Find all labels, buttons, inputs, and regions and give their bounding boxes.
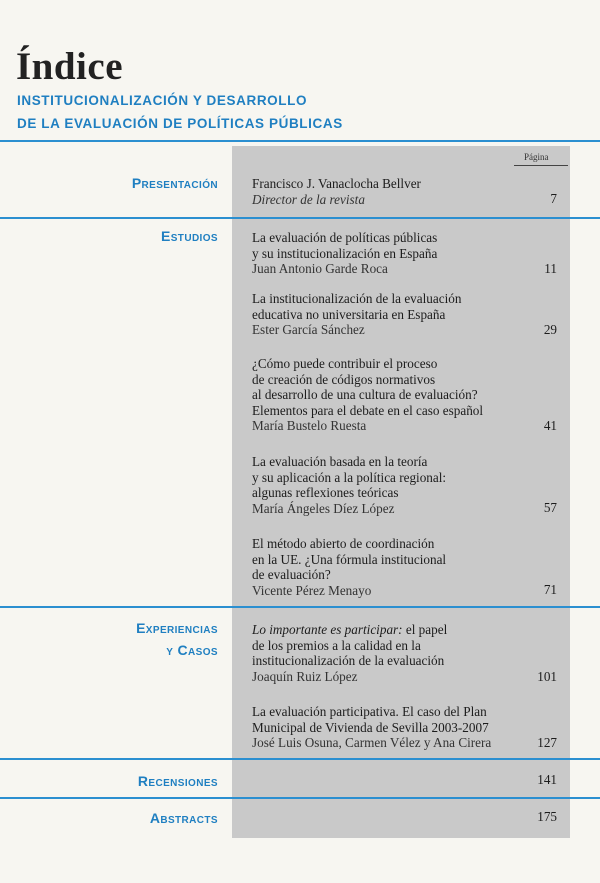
subtitle-line-1: INSTITUCIONALIZACIÓN Y DESARROLLO [17, 93, 308, 108]
entry-page: 41 [543, 418, 557, 433]
entry-estudios-5[interactable] [252, 536, 558, 598]
entry-title: de creación de códigos normativos [252, 371, 436, 387]
header-rule [0, 140, 600, 142]
entry-title: en la UE. ¿Una fórmula institucional [252, 551, 447, 567]
entry-experiencias-1[interactable] [252, 622, 558, 684]
entry-estudios-4[interactable] [252, 454, 558, 516]
entry-author: Director de la revista [252, 191, 365, 207]
entry-page: 101 [537, 669, 557, 684]
section-recensiones[interactable]: Recensiones [137, 773, 218, 789]
entry-page: 175 [537, 809, 557, 824]
entry-estudios-3[interactable] [252, 356, 558, 434]
entry-page: 71 [543, 582, 557, 597]
page-column-label: Página [524, 152, 549, 162]
entry-page: 29 [543, 322, 557, 337]
entry-author: Joaquín Ruiz López [252, 668, 358, 684]
entry-title: La evaluación basada en la teoría [252, 454, 428, 469]
entry-page: 127 [537, 735, 557, 750]
entry-title: El método abierto de coordinación [252, 536, 435, 551]
entry-title: Municipal de Vivienda de Sevilla 2003-2007 [252, 719, 489, 735]
entry-title: al desarrollo de una cultura de evaluación? [252, 387, 478, 402]
entry-page: 11 [544, 261, 557, 276]
section-experiencias: Experiencias y Casos [136, 620, 218, 658]
section-rule [0, 797, 600, 799]
entry-page: 141 [537, 772, 557, 787]
entry-title: y su aplicación a la política regional: [252, 469, 447, 485]
entry-author: Juan Antonio Garde Roca [252, 261, 388, 276]
entry-estudios-2[interactable] [252, 291, 558, 338]
section-rule [0, 606, 600, 608]
section-abstracts[interactable]: Abstracts [149, 810, 218, 826]
entry-author: Ester García Sánchez [252, 322, 365, 337]
entry-author: Vicente Pérez Menayo [252, 582, 372, 598]
entry-title: de los premios a la calidad en la [252, 637, 421, 653]
entry-author: María Ángeles Díez López [252, 500, 395, 516]
entry-title: La evaluación participativa. El caso del Plan [252, 704, 487, 719]
entry-title: La institucionalización de la evaluación [252, 291, 462, 306]
section-rule [0, 758, 600, 760]
subtitle-line-2: DE LA EVALUACIÓN DE POLÍTICAS PÚBLICAS [17, 116, 343, 131]
entry-title: Elementos para el debate en el caso español [252, 402, 484, 418]
entry-title: y su institucionalización en España [252, 245, 438, 261]
section-rule [0, 217, 600, 219]
entry-page: 7 [550, 191, 557, 206]
page-heading: Índice [16, 45, 124, 88]
entry-presentacion[interactable] [252, 176, 558, 207]
entry-title: ¿Cómo puede contribuir el proceso [252, 356, 438, 371]
entry-estudios-1[interactable] [252, 230, 558, 277]
entry-page: 57 [543, 500, 557, 515]
section-estudios: Estudios [161, 228, 218, 244]
entry-title: algunas reflexiones teóricas [252, 485, 399, 500]
entry-title: de evaluación? [252, 567, 331, 582]
entry-title: La evaluación de políticas públicas [252, 230, 438, 245]
entry-title: institucionalización de la evaluación [252, 653, 445, 668]
page-column-rule [514, 165, 568, 166]
entry-title: educativa no universitaria en España [252, 306, 446, 322]
entry-title: Lo importante es participar: el papel [252, 622, 448, 637]
entry-experiencias-2[interactable] [252, 704, 558, 751]
section-presentacion: Presentación [131, 175, 218, 191]
entry-author: José Luis Osuna, Carmen Vélez y Ana Cirera [252, 735, 492, 750]
entry-title: Francisco J. Vanaclocha Bellver [252, 176, 421, 191]
entry-author: María Bustelo Ruesta [252, 418, 367, 433]
